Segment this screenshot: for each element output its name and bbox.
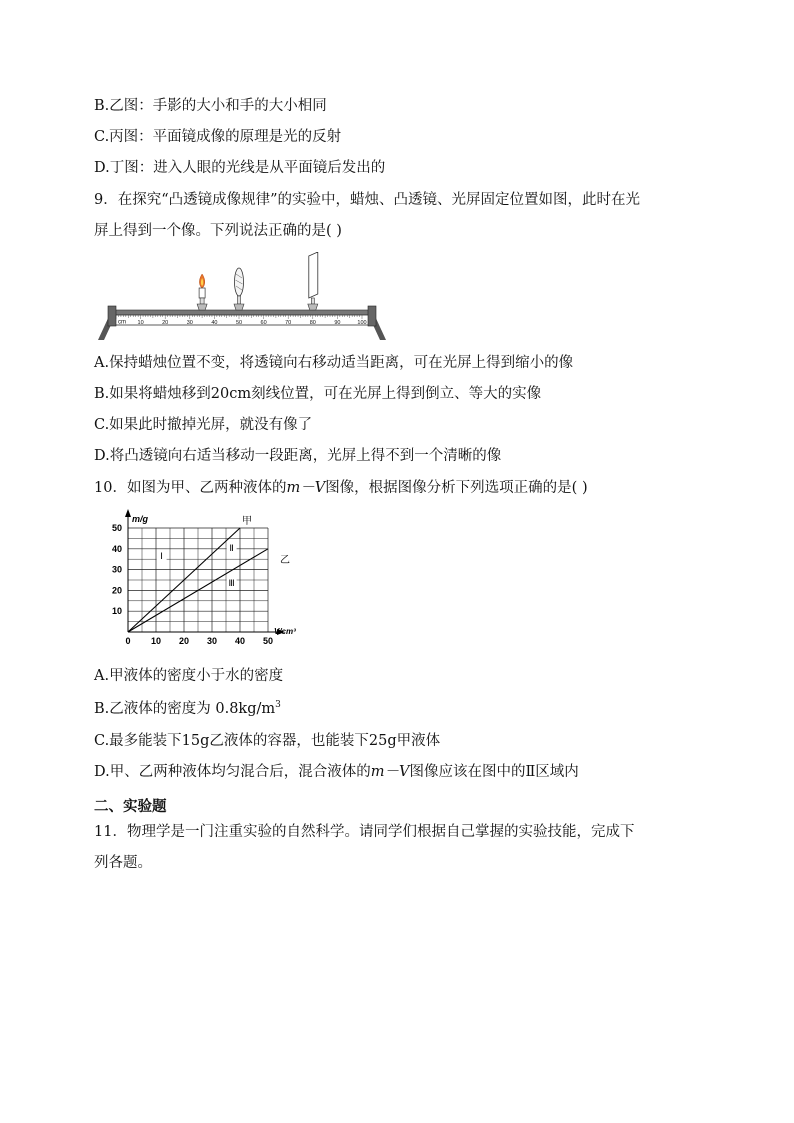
q11-stem-line1: 11．物理学是一门注重实验的自然科学。请同学们根据自己掌握的实验技能，完成下 xyxy=(94,824,635,840)
bench-end-left xyxy=(108,306,116,326)
ruler-tick-label: 60 xyxy=(260,320,267,326)
x-tick-label: 10 xyxy=(150,636,162,646)
q8-option-b: B.乙图：手影的大小和手的大小相同 xyxy=(94,98,327,114)
series-name-label: 乙 xyxy=(280,554,290,566)
x-tick-label: 50 xyxy=(262,636,274,646)
chart-grid xyxy=(128,528,268,632)
mv-graph xyxy=(100,506,300,656)
q8-option-c: C.丙图：平面镜成像的原理是光的反射 xyxy=(94,129,342,145)
q10-stem-suffix: 图像，根据图像分析下列选项正确的是( ) xyxy=(325,480,588,496)
q9-option-b: B.如果将蜡烛移到20cm刻线位置，可在光屏上得到倒立、等大的实像 xyxy=(94,386,542,402)
region-label: Ⅰ xyxy=(160,551,163,562)
bench-rail xyxy=(114,310,370,315)
ruler-tick-label: 40 xyxy=(211,320,218,326)
x-tick-label: 40 xyxy=(234,636,246,646)
y-tick-label: 30 xyxy=(111,564,122,575)
ruler-tick-label: 80 xyxy=(309,320,316,326)
x-tick-label: 20 xyxy=(178,636,190,646)
q9-stem-line1: 9．在探究“凸透镜成像规律”的实验中，蜡烛、凸透镜、光屏固定位置如图，此时在光 xyxy=(94,192,641,208)
bench-end-right xyxy=(368,306,376,326)
q10-option-b xyxy=(94,699,281,719)
region-label: Ⅲ xyxy=(228,578,235,589)
ruler-tick-label: 90 xyxy=(334,320,341,326)
q8-option-d: D.丁图：进入人眼的光线是从平面镜后发出的 xyxy=(94,160,386,176)
ruler-tick-label: 10 xyxy=(137,320,144,326)
q10-option-d-variable: m－V xyxy=(370,764,410,780)
q11-stem-line2: 列各题。 xyxy=(94,855,152,871)
q10-option-c: C.最多能装下15g乙液体的容器，也能装下25g甲液体 xyxy=(94,733,441,749)
x-axis-label: V/cm³ xyxy=(274,627,296,636)
section-title: 二、实验题 xyxy=(94,799,167,815)
y-tick-label: 40 xyxy=(111,543,122,554)
ruler-tick-label: 70 xyxy=(285,320,292,326)
candle xyxy=(197,274,207,310)
q10-option-d-suffix: 图像应该在图中的Ⅱ区域内 xyxy=(409,764,579,780)
q10-option-a: A.甲液体的密度小于水的密度 xyxy=(94,668,284,684)
light-screen xyxy=(308,252,318,310)
region-label: Ⅱ xyxy=(229,542,234,553)
y-tick-label: 50 xyxy=(111,523,122,533)
q9-option-d: D.将凸透镜向右适当移动一段距离，光屏上得不到一个清晰的像 xyxy=(94,448,502,464)
q10-option-b-text: B.乙液体的密度为 0.8kg/m xyxy=(94,701,276,717)
x-tick-label: 30 xyxy=(206,636,218,646)
q10-stem xyxy=(94,478,588,498)
convex-lens xyxy=(234,268,244,310)
q9-option-a: A.保持蜡烛位置不变，将透镜向右移动适当距离，可在光屏上得到缩小的像 xyxy=(94,355,574,371)
q10-stem-prefix: 10．如图为甲、乙两种液体的 xyxy=(94,480,287,496)
ruler-tick-label: 20 xyxy=(162,320,169,326)
q9-option-c: C.如果此时撤掉光屏，就没有像了 xyxy=(94,417,313,433)
x-tick-label: 0 xyxy=(125,636,131,646)
series-name-label: 甲 xyxy=(242,516,252,527)
ruler-tick-label: 100 xyxy=(357,320,367,326)
optical-bench-figure xyxy=(96,252,386,344)
q9-stem-line2: 屏上得到一个像。下列说法正确的是( ) xyxy=(94,223,342,239)
q10-option-d xyxy=(94,762,579,782)
ruler-tick-label: 50 xyxy=(235,320,243,326)
ruler-tick-label: 30 xyxy=(186,320,193,326)
ruler-unit-label: cm xyxy=(118,319,126,326)
q10-option-b-superscript: 3 xyxy=(275,700,281,711)
q10-option-d-prefix: D.甲、乙两种液体均匀混合后，混合液体的 xyxy=(94,764,371,780)
y-axis-arrow xyxy=(125,509,131,517)
y-axis-label: m/g xyxy=(132,514,149,524)
y-tick-label: 10 xyxy=(111,606,122,617)
y-tick-label: 20 xyxy=(111,585,122,596)
q10-stem-variable: m－V xyxy=(286,480,326,496)
